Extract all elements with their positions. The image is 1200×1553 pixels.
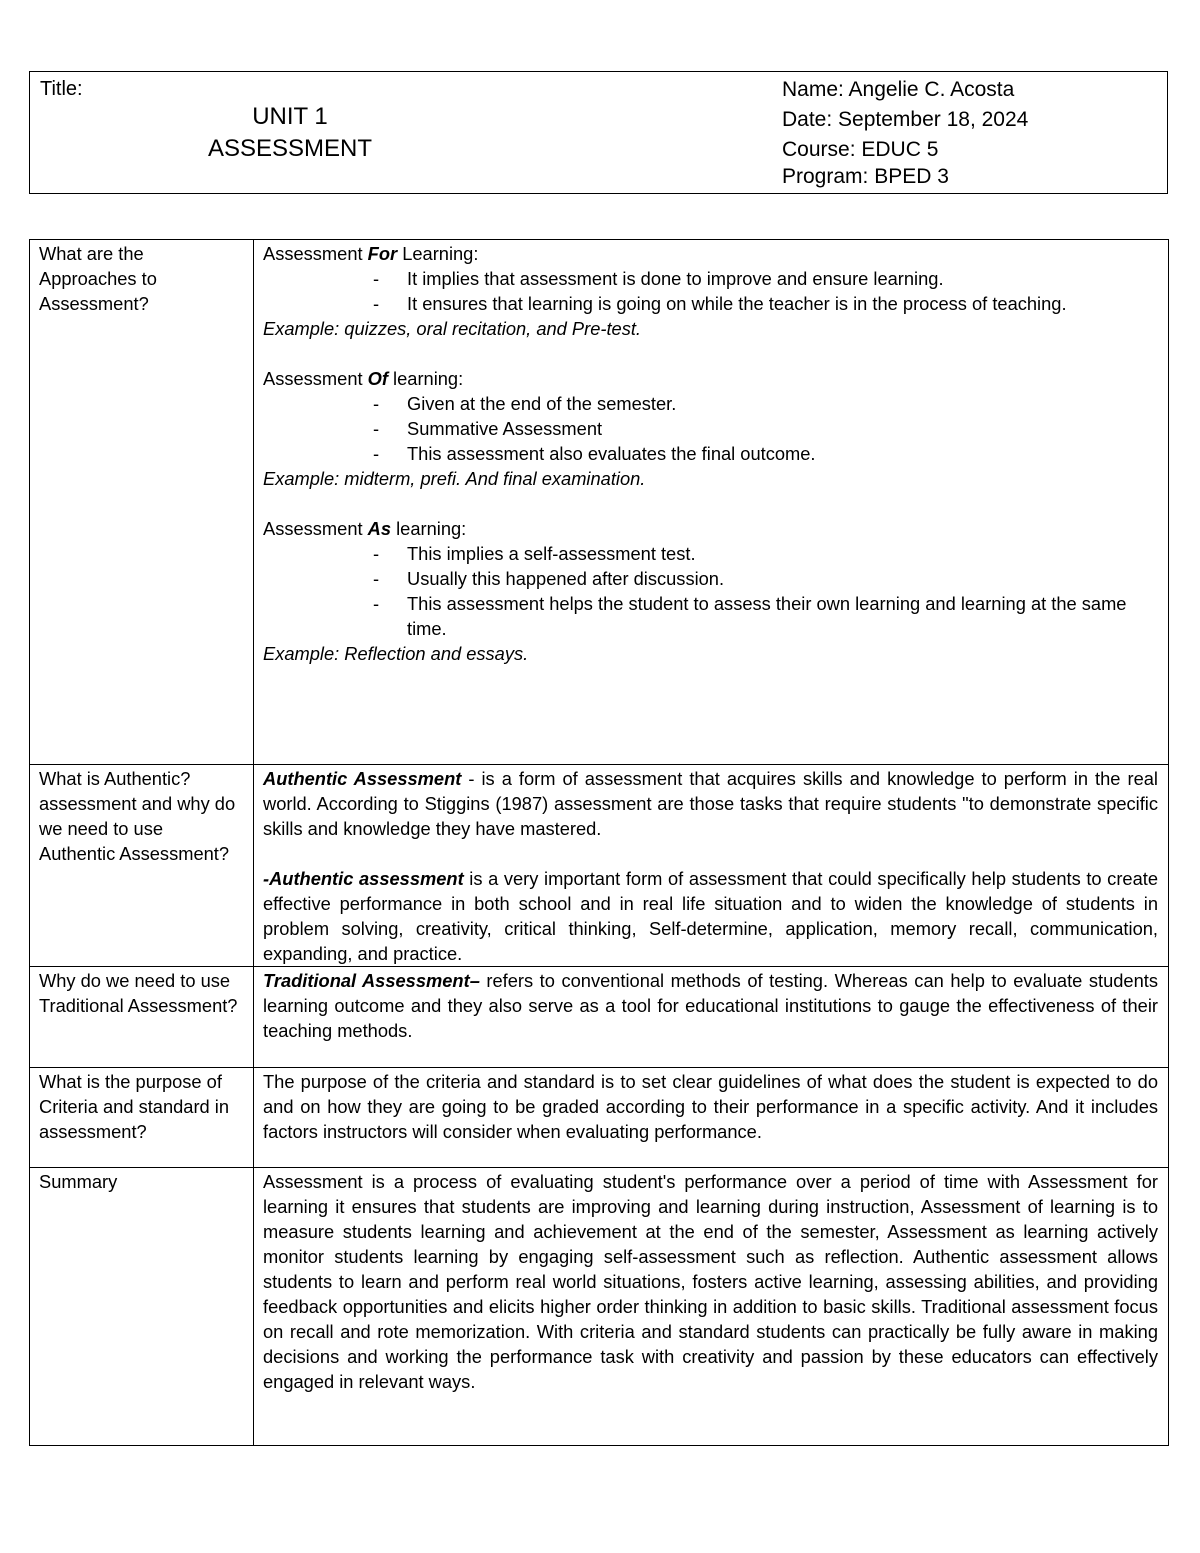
question-cell: Summary [30,1168,254,1446]
assessment-as-heading: Assessment As learning: [263,518,467,539]
assessment-of-example: Example: midterm, prefi. And final examination. [263,468,646,489]
list-item: - Summative Assessment [407,416,1158,441]
question-cell: Why do we need to use Traditional Assessment? [30,967,254,1068]
list-item: - Given at the end of the semester. [407,391,1158,416]
table-row-traditional [30,967,1169,1068]
authentic-paragraph-1: Authentic Assessment - is a form of assessment that acquires skills and knowledge to perform in the real world. According to Stiggins (1987) assessment are those tasks that require students "to demonstrate specific skills and knowledge they have mastered. [263,768,1158,839]
student-info [782,75,1028,192]
assessment-for-heading: Assessment For Learning: [263,243,479,264]
question-cell: What are the Approaches to Assessment? [30,240,254,765]
course: Course: EDUC 5 [782,138,939,161]
list-item: - This assessment helps the student to assess their own learning and learning at the same time. [407,591,1158,641]
answer-cell [254,765,1169,967]
table-row-criteria [30,1068,1169,1168]
question-cell: What is the purpose of Criteria and standard in assessment? [30,1068,254,1168]
assessment-table [29,239,1169,1446]
list-item: - This implies a self-assessment test. [407,541,1158,566]
authentic-paragraph-2: -Authentic assessment is a very important form of assessment that could specifically help students to create effective performance in both school and in real life situation and to widen the knowledge of students in problem solving, creativity, critical thinking, Self-determine, application, memory recall, communication, expanding, and practice. [263,868,1158,964]
assessment-of-heading: Assessment Of learning: [263,368,464,389]
list-item: - Usually this happened after discussion. [407,566,1158,591]
header-box [29,71,1168,194]
student-name: Name: Angelie C. Acosta [782,78,1015,101]
question-cell: What is Authentic? assessment and why do we need to use Authentic Assessment? [30,765,254,967]
program: Program: BPED 3 [782,165,949,188]
table-row-approaches [30,240,1169,765]
unit-title: UNIT 1 [252,103,328,130]
answer-cell [254,967,1169,1068]
title-label: Title: [40,78,83,100]
table-row-summary [30,1168,1169,1446]
table-row-authentic [30,765,1169,967]
assessment-of-list [263,391,1158,466]
traditional-paragraph: Traditional Assessment– refers to conventional methods of testing. Whereas can help to evaluate students learning outcome and they also serve as a tool for educational institutions to gauge the effectiveness of their teaching methods. [263,970,1158,1041]
list-item: - It implies that assessment is done to improve and ensure learning. [407,266,1158,291]
list-item: - It ensures that learning is going on while the teacher is in the process of teaching. [407,291,1158,316]
answer-cell: Assessment is a process of evaluating student's performance over a period of time with Assessment for learning it ensures that students are improving and learning during instruction, Assessment of learning is to measure students learning and achievement at the end of the semester, Assessment as learning actively monitor students learning by engaging self-assessment such as reflection. Authentic assessment allows students to learn and perform real world situations, fosters active learning, assessing abilities, and providing feedback opportunities and elicits higher order thinking in addition to basic skills. Traditional assessment focus on recall and rote memorization. With criteria and standard students can practically be fully aware in making decisions and working the performance task with creativity and passion by these educators can effectively engaged in relevant ways. [254,1168,1169,1446]
assessment-as-example: Example: Reflection and essays. [263,643,529,664]
assessment-as-list [263,541,1158,641]
unit-subtitle: ASSESSMENT [207,135,373,162]
list-item: - This assessment also evaluates the final outcome. [407,441,1158,466]
assessment-for-example: Example: quizzes, oral recitation, and Pre-test. [263,318,641,339]
answer-cell: The purpose of the criteria and standard is to set clear guidelines of what does the student is expected to do and on how they are going to be graded according to their performance in a specific activity. And it includes factors instructors will consider when evaluating performance. [254,1068,1169,1168]
assessment-for-list [263,266,1158,316]
answer-cell [254,240,1169,765]
submission-date: Date: September 18, 2024 [782,108,1029,131]
